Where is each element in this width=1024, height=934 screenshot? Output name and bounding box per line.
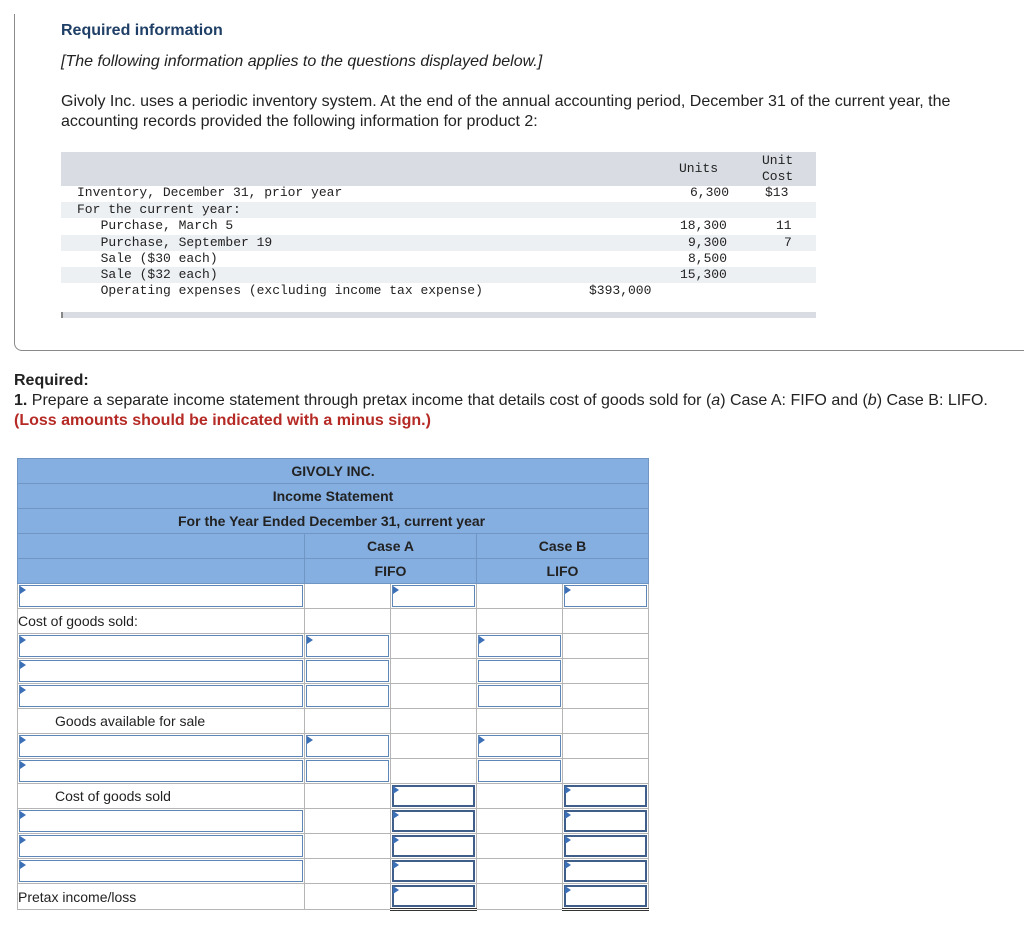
dropdown-marker-icon [565, 861, 571, 869]
dropdown-marker-icon [307, 636, 313, 644]
required-instructions [14, 391, 1014, 431]
dropdown-marker-icon [565, 786, 571, 794]
case-a-header: Case A [305, 534, 477, 559]
required-heading: Required: [14, 372, 89, 389]
case-b-detail-input[interactable] [478, 635, 561, 657]
dropdown-marker-icon [479, 636, 485, 644]
dropdown-marker-icon [307, 736, 313, 744]
instr-part-c: ) Case B: LIFO. [876, 392, 988, 409]
cogs-total-label: Cost of goods sold [18, 784, 305, 809]
case-a-total-input[interactable] [392, 810, 475, 832]
label-input[interactable] [19, 760, 303, 782]
data-row [61, 283, 816, 299]
case-b-total-input[interactable] [564, 810, 647, 832]
label-input[interactable] [19, 810, 303, 832]
dropdown-marker-icon [393, 586, 399, 594]
cogs-section-label: Cost of goods sold: [18, 609, 305, 634]
dropdown-marker-icon [20, 861, 26, 869]
data-row [61, 235, 816, 251]
case-b-total-input[interactable] [564, 835, 647, 857]
case-a-detail-input[interactable] [306, 635, 389, 657]
instr-part-a: Prepare a separate income statement through pretax income that details cost of goods sold for ( [27, 392, 712, 409]
dropdown-marker-icon [565, 836, 571, 844]
dropdown-marker-icon [393, 861, 399, 869]
loss-note: (Loss amounts should be indicated with a minus sign.) [14, 412, 431, 429]
dropdown-marker-icon [565, 811, 571, 819]
case-a-cogs-input[interactable] [392, 785, 475, 807]
instr-letter-b: b [867, 392, 877, 409]
case-b-total-input[interactable] [564, 585, 647, 607]
case-b-header: Case B [477, 534, 649, 559]
case-a-detail-input[interactable] [306, 660, 389, 682]
dropdown-marker-icon [20, 586, 26, 594]
required-information-heading: Required information [61, 22, 223, 39]
dropdown-marker-icon [20, 736, 26, 744]
case-b-pretax-input[interactable] [564, 885, 647, 907]
dropdown-marker-icon [20, 836, 26, 844]
income-statement-table [17, 458, 649, 911]
case-a-detail-input[interactable] [306, 685, 389, 707]
data-row-label: Inventory, December 31, prior year [77, 185, 343, 200]
statement-title: Income Statement [18, 484, 649, 509]
data-row-label: For the current year: [77, 202, 241, 217]
dropdown-marker-icon [20, 661, 26, 669]
unit-cost-header-1: Unit [762, 153, 794, 168]
question-number: 1. [14, 392, 28, 409]
data-row [61, 267, 816, 283]
pretax-income-label: Pretax income/loss [18, 884, 305, 910]
dropdown-marker-icon [565, 586, 571, 594]
dropdown-marker-icon [20, 686, 26, 694]
instr-part-b: ) Case A: FIFO and ( [720, 392, 868, 409]
label-input[interactable] [19, 585, 303, 607]
label-input[interactable] [19, 660, 303, 682]
unit-cost-header-2: Cost [762, 169, 794, 184]
data-table-footer [61, 312, 816, 318]
case-b-detail-input[interactable] [478, 660, 561, 682]
case-a-total-cell[interactable] [391, 584, 477, 609]
dropdown-marker-icon [393, 836, 399, 844]
data-row-units: 15,300 [680, 267, 727, 283]
data-row-cost: 11 [776, 218, 792, 234]
data-row [61, 202, 816, 218]
instr-letter-a: a [711, 392, 721, 409]
case-a-total-input[interactable] [392, 585, 475, 607]
dropdown-marker-icon [393, 786, 399, 794]
case-b-detail-input[interactable] [478, 760, 561, 782]
case-a-total-input[interactable] [392, 835, 475, 857]
case-b-cogs-input[interactable] [564, 785, 647, 807]
data-row-cost: $13 [765, 185, 789, 200]
case-b-detail-input[interactable] [478, 685, 561, 707]
label-input[interactable] [19, 835, 303, 857]
case-a-total-input[interactable] [392, 860, 475, 882]
data-row-cost: 7 [784, 234, 792, 250]
label-input-cell[interactable] [18, 584, 305, 609]
statement-period: For the Year Ended December 31, current year [18, 509, 649, 534]
dropdown-marker-icon [20, 636, 26, 644]
dropdown-marker-icon [479, 736, 485, 744]
case-b-total-input[interactable] [564, 860, 647, 882]
data-row-units: 18,300 [680, 218, 727, 234]
product-data-table [61, 152, 816, 318]
dropdown-marker-icon [393, 811, 399, 819]
company-name: GIVOLY INC. [18, 459, 649, 484]
data-row-units: 9,300 [688, 234, 728, 250]
label-input[interactable] [19, 860, 303, 882]
data-row-amount: $393,000 [589, 283, 652, 299]
data-row-label: Operating expenses (excluding income tax expense) [85, 283, 483, 299]
goods-available-label: Goods available for sale [18, 709, 305, 734]
data-table-header [61, 152, 816, 200]
data-row-label: Purchase, March 5 [85, 218, 234, 234]
data-row [61, 251, 816, 267]
data-row [61, 218, 816, 234]
case-b-method: LIFO [477, 559, 649, 584]
label-input[interactable] [19, 735, 303, 757]
intro-text: Givoly Inc. uses a periodic inventory system. At the end of the annual accounting period, December 31 of the current year, the accounting records provided the following information for product 2: [61, 93, 951, 130]
data-row-units: 6,300 [690, 185, 730, 200]
applies-note: [The following information applies to the questions displayed below.] [61, 53, 543, 70]
case-a-method: FIFO [305, 559, 477, 584]
dropdown-marker-icon [393, 886, 399, 894]
data-row-label: Purchase, September 19 [85, 234, 273, 250]
data-row-label: Sale ($30 each) [85, 250, 218, 266]
case-a-detail-input[interactable] [306, 735, 389, 757]
case-b-detail-input[interactable] [478, 735, 561, 757]
label-input[interactable] [19, 685, 303, 707]
case-b-total-cell[interactable] [563, 584, 649, 609]
dropdown-marker-icon [20, 811, 26, 819]
dropdown-marker-icon [565, 886, 571, 894]
label-input[interactable] [19, 635, 303, 657]
data-row-units: 8,500 [688, 250, 728, 266]
case-a-detail-input[interactable] [306, 760, 389, 782]
case-a-pretax-input[interactable] [392, 885, 475, 907]
units-header: Units [679, 161, 719, 176]
dropdown-marker-icon [20, 761, 26, 769]
data-row-label: Sale ($32 each) [85, 267, 218, 283]
